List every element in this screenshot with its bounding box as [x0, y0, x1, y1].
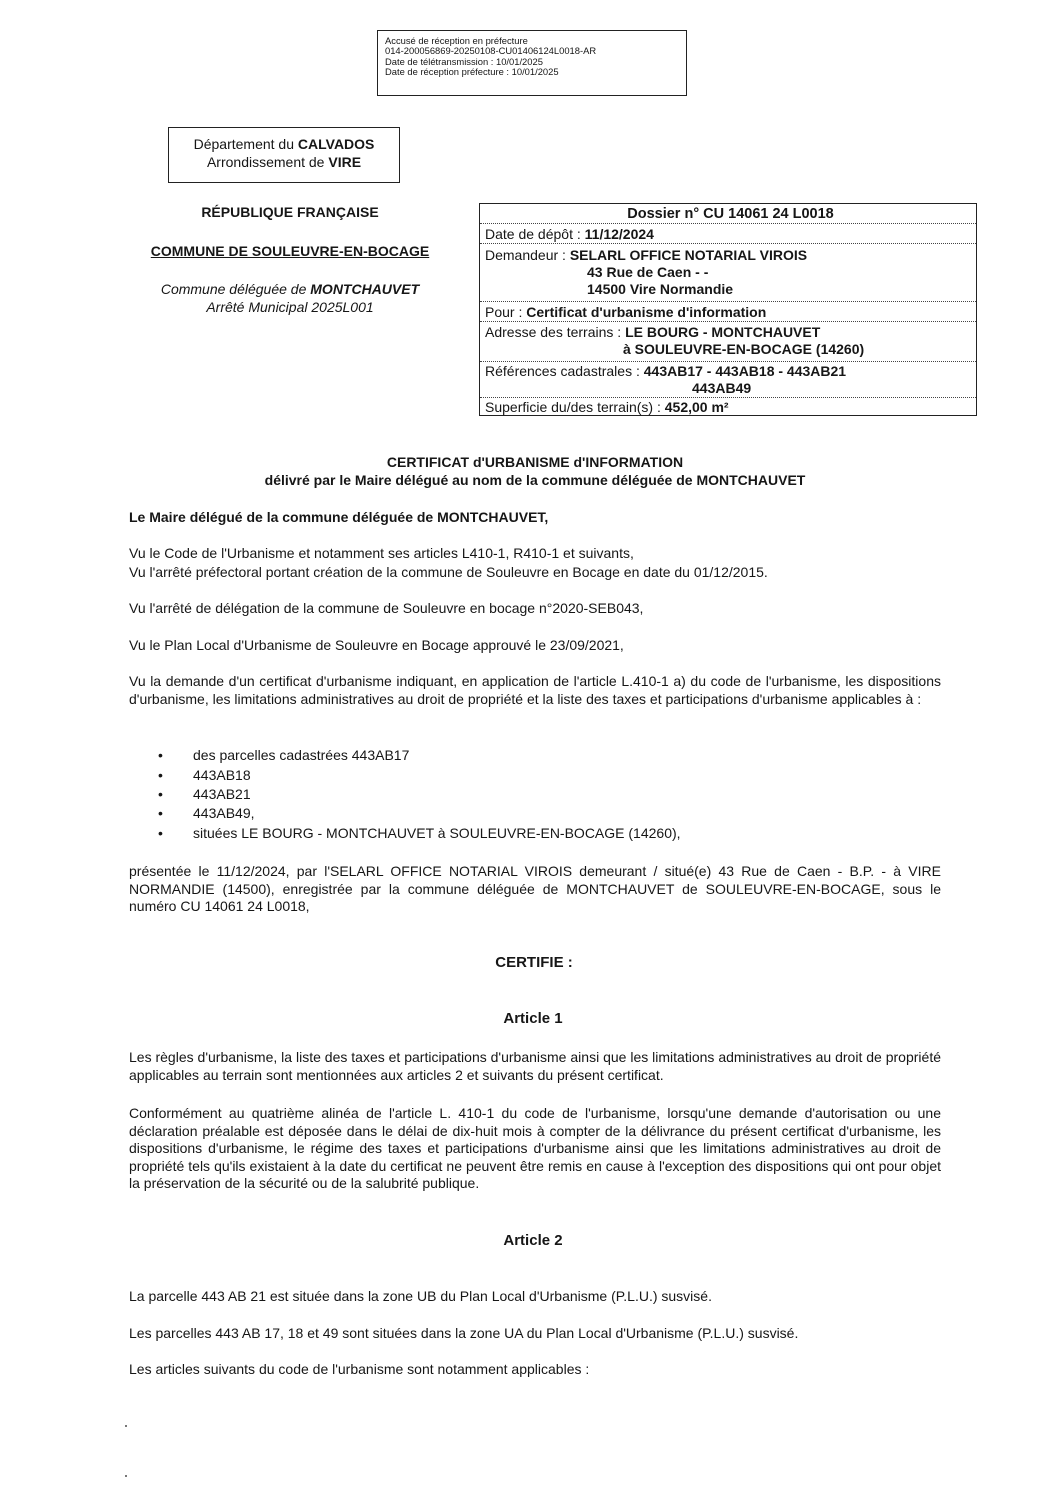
- dossier-number: Dossier n° CU 14061 24 L0018: [480, 204, 976, 224]
- delegated-commune-line: [110, 280, 470, 298]
- article-1-paragraph-1: Les règles d'urbanisme, la liste des taxes et participations d'urbanisme ainsi que les limitations administratives au droit de propriété applicables au terrain sont mentionnées aux articles 2 et suivants du présent certificat.: [129, 1049, 941, 1083]
- area-label: Superficie du/des terrain(s) :: [485, 399, 665, 415]
- mayor-line: Le Maire délégué de la commune déléguée de MONTCHAUVET,: [129, 509, 549, 525]
- vu-plu: Vu le Plan Local d'Urbanisme de Souleuvre en Bocage approuvé le 23/09/2021,: [129, 637, 624, 653]
- dossier-table: [479, 203, 977, 416]
- land-address-row: [480, 322, 976, 362]
- scan-speck: [125, 1475, 127, 1477]
- applicant-name: SELARL OFFICE NOTARIAL VIROIS: [569, 247, 808, 263]
- stamp-line: Date de réception préfecture : 10/01/2025: [385, 65, 559, 77]
- commune-heading: COMMUNE DE SOULEUVRE-EN-BOCAGE: [150, 243, 430, 259]
- department-prefix: Département du: [193, 136, 298, 152]
- bullet-icon: •: [158, 805, 163, 821]
- delegated-name: MONTCHAUVET: [310, 281, 420, 297]
- list-item: [158, 825, 681, 841]
- applicant-row: [480, 244, 976, 302]
- cadastral-refs-row: [480, 362, 976, 398]
- presented-paragraph: présentée le 11/12/2024, par l'SELARL OFFICE NOTARIAL VIROIS demeurant / situé(e) 43 Rue de Caen - B.P. - à VIRE NORMANDIE (14500), enregistrée par la commune déléguée de MONTCHAUVET de SOULEUVRE-EN-BOCAGE, sous le numéro CU 14061 24 L0018,: [129, 863, 941, 914]
- list-item-text: 443AB21: [193, 786, 251, 802]
- delegated-commune: [110, 280, 470, 316]
- land-address-label: Adresse des terrains :: [485, 324, 626, 340]
- area-row: [480, 398, 976, 416]
- list-item-text: des parcelles cadastrées 443AB17: [193, 747, 410, 763]
- certificate-title: CERTIFICAT d'URBANISME d'INFORMATION: [386, 454, 684, 470]
- certificate-subtitle: délivré par le Maire délégué au nom de la commune déléguée de MONTCHAUVET: [264, 472, 806, 488]
- vu-code-urbanisme: Vu le Code de l'Urbanisme et notamment ses articles L410-1, R410-1 et suivants,: [129, 545, 634, 561]
- land-address-2: à SOULEUVRE-EN-BOCAGE (14260): [623, 341, 865, 357]
- department-line: [169, 135, 399, 153]
- list-item-text: 443AB18: [193, 767, 251, 783]
- arrondissement-prefix: Arrondissement de: [206, 154, 329, 170]
- reception-stamp: [377, 30, 687, 96]
- list-item-text: situées LE BOURG - MONTCHAUVET à SOULEUVRE-EN-BOCAGE (14260),: [193, 825, 681, 841]
- deposit-date-label: Date de dépôt :: [485, 226, 585, 242]
- cadastral-refs-1: 443AB17 - 443AB18 - 443AB21: [643, 363, 847, 379]
- vu-arrete-delegation: Vu l'arrêté de délégation de la commune de Souleuvre en bocage n°2020-SEB043,: [129, 600, 644, 616]
- stamp-line: Accusé de réception en préfecture: [385, 35, 528, 46]
- bullet-icon: •: [158, 747, 163, 763]
- list-item: [158, 767, 251, 783]
- bullet-icon: •: [158, 767, 163, 783]
- arrondissement-line: [169, 153, 399, 171]
- applicant-label: Demandeur :: [485, 247, 570, 263]
- arrete-number: Arrêté Municipal 2025L001: [206, 299, 374, 315]
- deposit-date-row: [480, 224, 976, 244]
- department-box: [168, 127, 400, 183]
- department-name: CALVADOS: [297, 136, 375, 152]
- land-address-1: LE BOURG - MONTCHAUVET: [625, 324, 821, 340]
- stamp-line: Date de télétransmission : 10/01/2025: [385, 55, 543, 67]
- stamp-line: 014-200056869-20250108-CU01406124L0018-AR: [385, 45, 597, 57]
- list-item: [158, 747, 409, 763]
- bullet-icon: •: [158, 786, 163, 802]
- certifie-heading: CERTIFIE :: [495, 954, 573, 971]
- area-value: 452,00 m²: [664, 399, 729, 415]
- list-item: [158, 786, 251, 802]
- article-1-title: Article 1: [503, 1010, 563, 1027]
- article-1-paragraph-2: Conformément au quatrième alinéa de l'article L. 410-1 du code de l'urbanisme, lorsqu'une demande d'autorisation ou une déclaration préalable est déposée dans le délai de dix-huit mois à compter de la délivrance du présent certificat d'urbanisme, les dispositions d'urbanisme, le régime des taxes et participations d'urbanisme ainsi que les limitations administratives au droit de propriété tels qu'ils existaient à la date du certificat ne peuvent être remis en cause à l'exception des dispositions qui ont pour objet la préservation de la sécurité ou de la salubrité publique.: [129, 1105, 941, 1191]
- purpose-value: Certificat d'urbanisme d'information: [526, 304, 767, 320]
- applicant-address-1: 43 Rue de Caen - -: [587, 264, 709, 280]
- article-2-title: Article 2: [503, 1232, 563, 1249]
- purpose-label: Pour :: [485, 304, 527, 320]
- arrondissement-name: VIRE: [328, 154, 362, 170]
- purpose-row: [480, 302, 976, 322]
- article-2-paragraph-1: La parcelle 443 AB 21 est située dans la zone UB du Plan Local d'Urbanisme (P.L.U.) susvisé.: [129, 1288, 712, 1304]
- article-2-paragraph-2: Les parcelles 443 AB 17, 18 et 49 sont situées dans la zone UA du Plan Local d'Urbanisme (P.L.U.) susvisé.: [129, 1325, 799, 1341]
- applicant-address-2: 14500 Vire Normandie: [587, 281, 734, 297]
- delegated-prefix: Commune déléguée de: [160, 281, 311, 297]
- cadastral-refs-label: Références cadastrales :: [485, 363, 644, 379]
- deposit-date-value: 11/12/2024: [584, 226, 654, 242]
- scan-speck: [125, 1425, 127, 1427]
- article-2-paragraph-3: Les articles suivants du code de l'urbanisme sont notamment applicables :: [129, 1361, 590, 1377]
- list-item-text: 443AB49,: [193, 805, 255, 821]
- list-item: [158, 805, 255, 821]
- vu-demande: Vu la demande d'un certificat d'urbanisme indiquant, en application de l'article L.410-1 a) du code de l'urbanisme, les dispositions d'urbanisme, les limitations administratives au droit de propriété et la liste des taxes et participations d'urbanisme applicables à :: [129, 673, 941, 707]
- cadastral-refs-2: 443AB49: [692, 380, 752, 396]
- republic-heading: RÉPUBLIQUE FRANÇAISE: [201, 204, 379, 220]
- bullet-icon: •: [158, 825, 163, 841]
- vu-arrete-prefectoral: Vu l'arrêté préfectoral portant création de la commune de Souleuvre en Bocage en date du 01/12/2015.: [129, 564, 768, 580]
